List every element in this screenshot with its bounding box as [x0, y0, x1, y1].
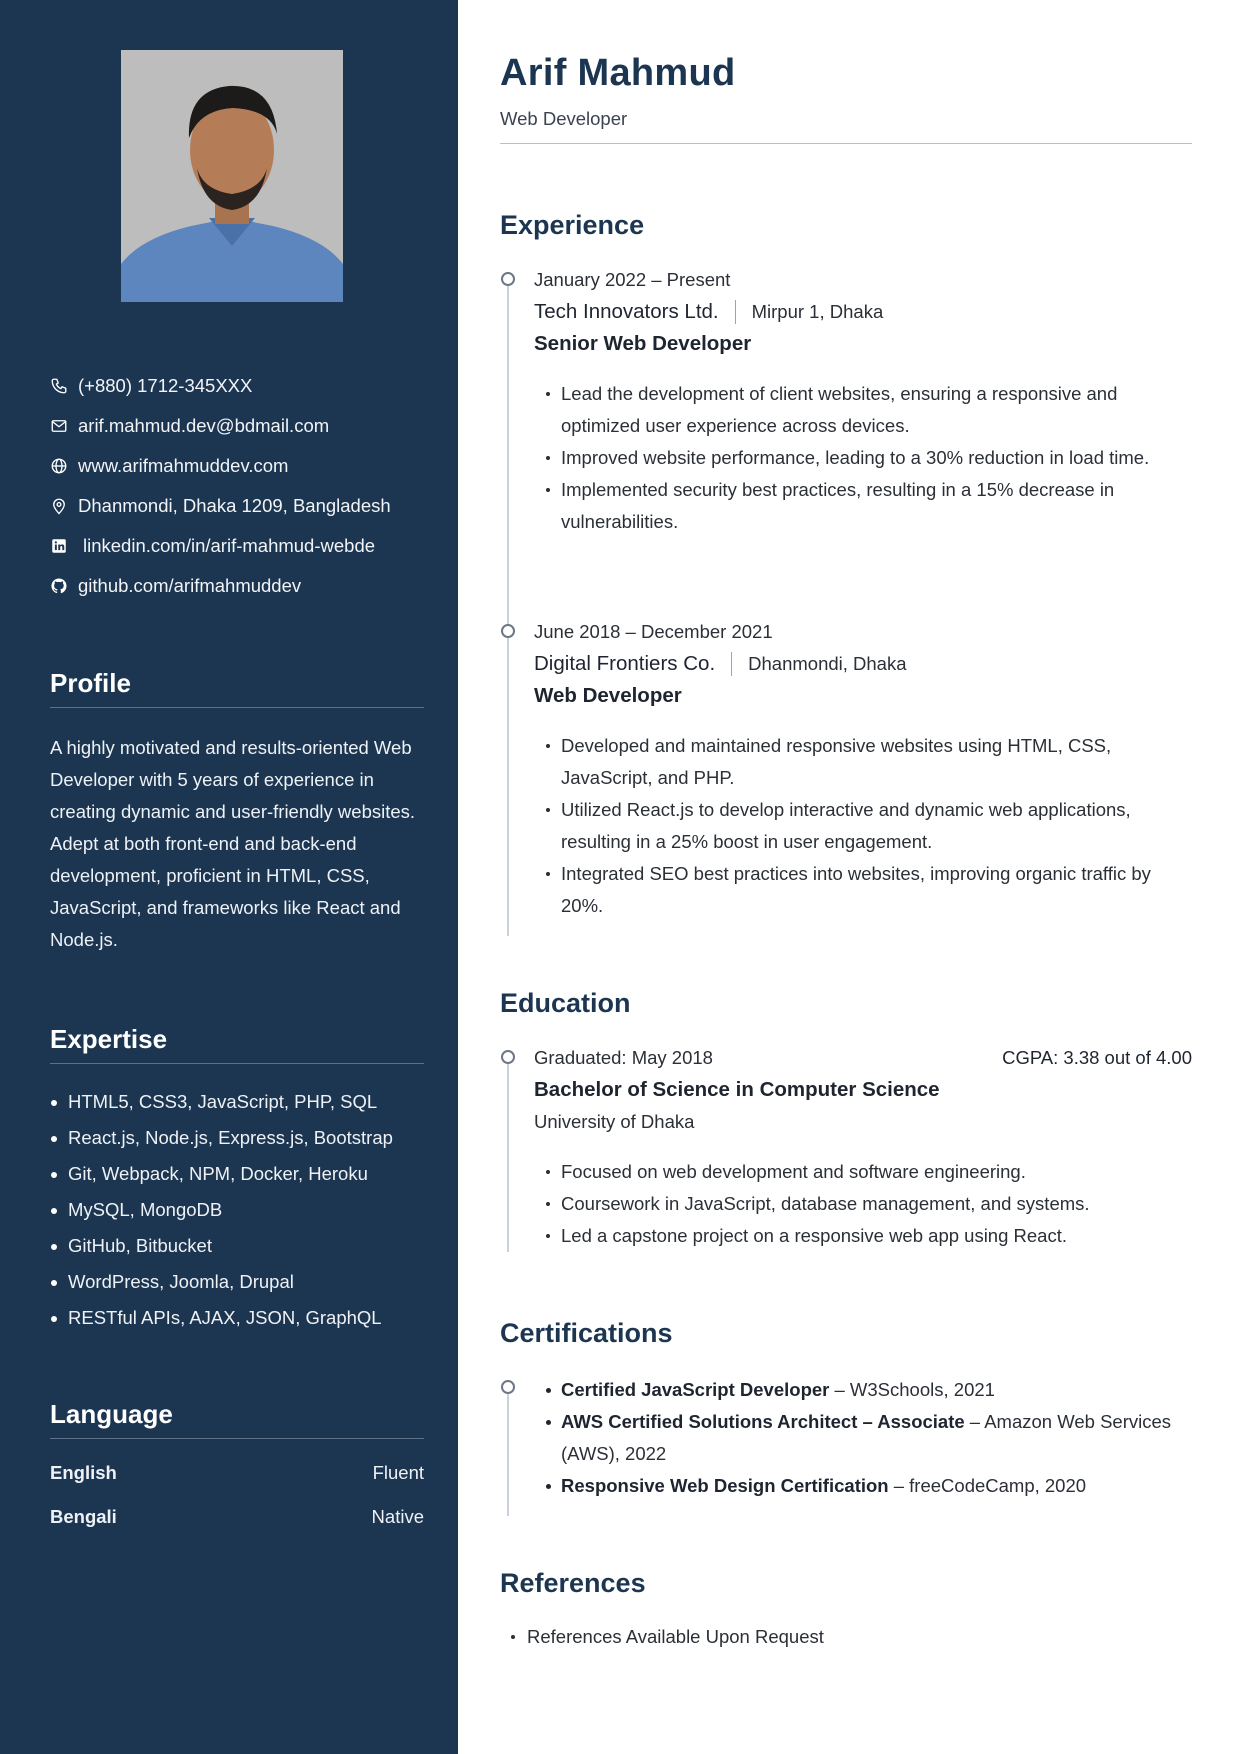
language-level: Native	[371, 1506, 424, 1527]
certifications-list	[534, 1374, 1192, 1502]
education-bullet: Led a capstone project on a responsive web app using React.	[534, 1220, 1192, 1252]
job-bullet: Developed and maintained responsive websites using HTML, CSS, JavaScript, and PHP.	[534, 730, 1192, 794]
contact-github-text: github.com/arifmahmuddev	[78, 575, 302, 596]
education-bullet: Coursework in JavaScript, database management, and systems.	[534, 1188, 1192, 1220]
job-bullets	[534, 378, 1192, 538]
profile-title: Profile	[50, 668, 424, 708]
certifications-entry	[534, 1374, 1192, 1502]
expertise-item: MySQL, MongoDB	[50, 1192, 424, 1228]
contact-email[interactable]	[50, 406, 430, 446]
education-bullet: Focused on web development and software engineering.	[534, 1156, 1192, 1188]
education-bullets	[534, 1156, 1192, 1252]
certification-name: Certified JavaScript Developer	[561, 1379, 830, 1400]
timeline-dot	[501, 1050, 515, 1064]
expertise-item: React.js, Node.js, Express.js, Bootstrap	[50, 1120, 424, 1156]
job-location: Mirpur 1, Dhaka	[751, 301, 884, 322]
timeline-line	[507, 278, 509, 936]
certifications-title: Certifications	[500, 1318, 673, 1348]
expertise-title: Expertise	[50, 1024, 424, 1064]
certification-issuer: – W3Schools, 2021	[829, 1379, 995, 1400]
contact-github[interactable]	[50, 566, 430, 606]
contact-email-text: arif.mahmud.dev@bdmail.com	[78, 415, 330, 436]
person-portrait-icon	[121, 50, 343, 302]
job-date: January 2022 – Present	[534, 269, 731, 290]
education-top-row	[534, 1042, 1192, 1074]
contact-website-text: www.arifmahmuddev.com	[78, 455, 289, 476]
language-name: Bengali	[50, 1506, 117, 1527]
certification-issuer: – freeCodeCamp, 2020	[888, 1475, 1087, 1496]
contact-linkedin[interactable]	[50, 526, 430, 566]
job-location: Dhanmondi, Dhaka	[748, 653, 907, 674]
certification-issuer: – Amazon Web Services (AWS), 2022	[561, 1411, 1172, 1464]
language-row	[50, 1495, 424, 1539]
expertise-item: HTML5, CSS3, JavaScript, PHP, SQL	[50, 1084, 424, 1120]
language-row	[50, 1451, 424, 1495]
language-level: Fluent	[372, 1462, 424, 1483]
github-icon	[50, 576, 78, 596]
job-bullet: Implemented security best practices, resulting in a 15% decrease in vulnerabilities.	[534, 474, 1192, 538]
contact-address	[50, 486, 430, 526]
job-position: Senior Web Developer	[534, 332, 752, 355]
certification-name: Responsive Web Design Certification	[561, 1475, 889, 1496]
job-position: Web Developer	[534, 684, 682, 707]
language-name: English	[50, 1462, 117, 1483]
contact-address-text: Dhanmondi, Dhaka 1209, Bangladesh	[78, 495, 391, 516]
job-bullet: Utilized React.js to develop interactive and dynamic web applications, resulting in a 25% boost in user engagement.	[534, 794, 1192, 858]
expertise-item: GitHub, Bitbucket	[50, 1228, 424, 1264]
contact-phone[interactable]	[50, 366, 430, 406]
contact-list	[50, 366, 430, 606]
job-entry	[534, 264, 1192, 538]
expertise-item: RESTful APIs, AJAX, JSON, GraphQL	[50, 1300, 424, 1336]
job-bullets	[534, 730, 1192, 922]
job-bullet: Improved website performance, leading to a 30% reduction in load time.	[534, 442, 1192, 474]
certification-item	[534, 1374, 1192, 1406]
profile-photo	[121, 50, 343, 302]
certification-item	[534, 1470, 1192, 1502]
timeline-line	[507, 1056, 509, 1252]
experience-timeline	[500, 264, 1192, 924]
education-timeline	[500, 1042, 1192, 1252]
separator	[731, 652, 732, 676]
job-date: June 2018 – December 2021	[534, 621, 773, 642]
job-company-line	[534, 648, 1192, 680]
contact-website[interactable]	[50, 446, 430, 486]
job-company: Tech Innovators Ltd.	[534, 300, 719, 323]
timeline-dot	[501, 1380, 515, 1394]
language-title: Language	[50, 1399, 424, 1439]
globe-icon	[50, 456, 78, 476]
contact-phone-text: (+880) 1712-345XXX	[78, 375, 253, 396]
reference-item: References Available Upon Request	[500, 1621, 824, 1653]
expertise-item: WordPress, Joomla, Drupal	[50, 1264, 424, 1300]
job-bullet: Integrated SEO best practices into websites, improving organic traffic by 20%.	[534, 858, 1192, 922]
language-section	[50, 1399, 424, 1539]
profile-text: A highly motivated and results-oriented Web Developer with 5 years of experience in creating dynamic and user-friendly websites. Adept at both front-end and back-end development, proficient in HTML, CSS, JavaScript, and frameworks like React and Node.js.	[50, 737, 416, 950]
references-list	[500, 1621, 824, 1653]
mail-icon	[50, 416, 78, 436]
job-bullet: Lead the development of client websites, ensuring a responsive and optimized user experience across devices.	[534, 378, 1192, 442]
expertise-item: Git, Webpack, NPM, Docker, Heroku	[50, 1156, 424, 1192]
job-company: Digital Frontiers Co.	[534, 652, 716, 675]
timeline-line	[507, 1388, 509, 1516]
header-divider	[500, 143, 1192, 144]
timeline-dot	[501, 624, 515, 638]
candidate-name: Arif Mahmud	[500, 52, 736, 94]
sidebar	[0, 0, 458, 1754]
job-entry	[534, 616, 1192, 922]
education-degree: Bachelor of Science in Computer Science	[534, 1078, 940, 1101]
references-title: References	[500, 1568, 646, 1598]
contact-linkedin-text: linkedin.com/in/arif-mahmud-webde	[83, 535, 376, 556]
certification-item	[534, 1406, 1192, 1470]
experience-title: Experience	[500, 210, 645, 240]
certification-name: AWS Certified Solutions Architect – Associate	[561, 1411, 965, 1432]
separator	[735, 300, 736, 324]
education-title: Education	[500, 988, 631, 1018]
education-cgpa: CGPA: 3.38 out of 4.00	[1002, 1047, 1192, 1068]
expertise-section	[50, 1024, 424, 1336]
candidate-role: Web Developer	[500, 108, 628, 129]
timeline-dot	[501, 272, 515, 286]
linkedin-icon	[50, 536, 78, 556]
education-date: Graduated: May 2018	[534, 1047, 713, 1068]
certifications-timeline	[500, 1374, 1192, 1504]
education-entry	[534, 1042, 1192, 1252]
job-company-line	[534, 296, 1192, 328]
location-pin-icon	[50, 496, 78, 516]
expertise-list	[50, 1084, 424, 1336]
phone-icon	[50, 376, 78, 396]
education-school: University of Dhaka	[534, 1111, 695, 1132]
profile-section	[50, 668, 424, 956]
